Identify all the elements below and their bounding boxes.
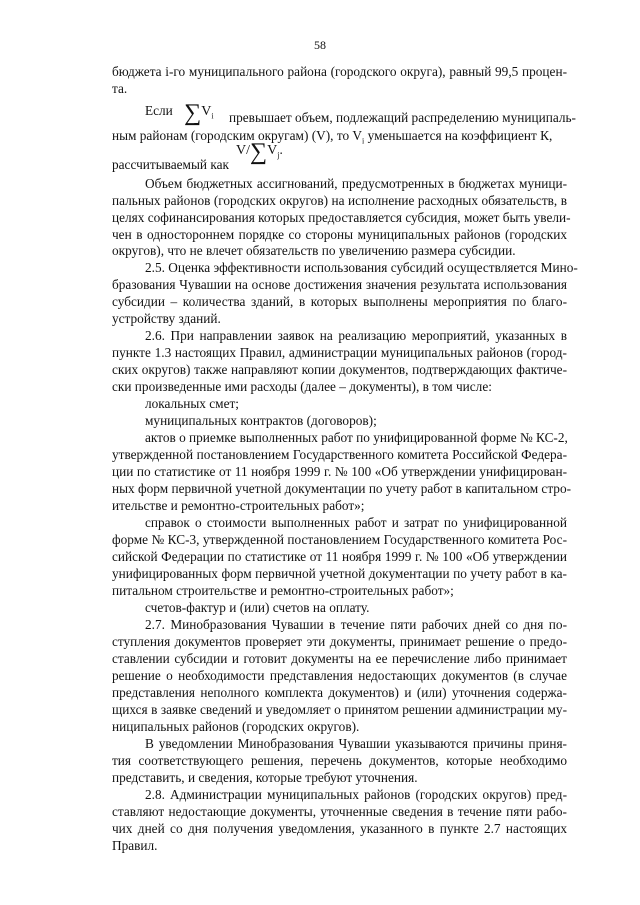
text-line: ных форм первичной учетной документации по учету работ в капитальном стро- [112, 481, 572, 496]
text-line [145, 101, 214, 125]
text-line: чих дней со дня получения уведомления, указанного в пункте 2.7 настоящих [112, 821, 567, 836]
text-line: та. [112, 81, 128, 96]
sum-symbol: ∑ [250, 139, 268, 165]
formula-k [236, 140, 283, 164]
slash-symbol: / [246, 143, 251, 158]
text-line: бразования Чувашии на основе достижения значения результата использования [112, 277, 567, 292]
text-line: счетов-фактур и (или) счетов на оплату. [145, 600, 370, 615]
v-symbol: V [236, 143, 247, 158]
text-line: представления неполного комплекта документов) и (или) уточнения содержа- [112, 685, 567, 700]
text-line: 2.7. Минобразования Чувашии в течение пяти рабочих дней со дня по- [145, 617, 567, 632]
text-line: бюджета i-го муниципального района (городского округа), равный 99,5 процен- [112, 64, 567, 79]
text-line: устройству зданий. [112, 311, 221, 326]
text-line: локальных смет; [145, 396, 240, 411]
text-line: чен в одностороннем порядке со стороны муниципальных районов (городских [112, 227, 567, 242]
text-line: округов), что не влечет обязательств по увеличению размера субсидии. [112, 243, 516, 258]
subscript-i: i [362, 136, 365, 146]
text-line: ительстве и ремонтно-строительных работ»; [112, 498, 365, 513]
text-line: сийской Федерации по статистике от 11 ноября 1999 г. № 100 «Об утверждении [112, 549, 567, 564]
text-line: решение о необходимости представления недостающих документов (в случае [112, 668, 567, 683]
text-line: питальном строительстве и ремонтно-строительных работ»; [112, 583, 454, 598]
text-line: В уведомлении Минобразования Чувашии указываются причины приня- [145, 736, 567, 751]
text-line: ски произведенные ими расходы (далее – документы), в том числе: [112, 379, 492, 394]
subscript-j: j [277, 150, 280, 160]
text-line: пальных районов (городских округов) на исполнение расходных обязательств, в [112, 193, 567, 208]
text-line: ставлении субсидии и готовит документы на ее перечисление либо принимает [112, 651, 567, 666]
text-segment: уменьшается на коэффициент К, [364, 128, 553, 143]
text-line: тия соответствующего решения, перечень документов, которые необходимо [112, 753, 567, 768]
text-line: муниципальных контрактов (договоров); [145, 413, 377, 428]
text-line: щихся в заявке сведений и уведомляет о принятом решении администрации му- [112, 702, 567, 717]
text-line: целях софинансирования которых предоставляется субсидия, может быть увели- [112, 210, 571, 225]
text-line: 2.8. Администрации муниципальных районов (городских округов) пред- [145, 787, 567, 802]
text-line: Объем бюджетных ассигнований, предусмотренных в бюджетах муници- [145, 176, 567, 191]
page-number: 58 [314, 38, 326, 52]
dot: . [279, 142, 283, 157]
text-line: субсидии – количества зданий, в которых выполнены мероприятия по благо- [112, 294, 567, 309]
text-line: пункте 1.3 настоящих Правил, администрации муниципальных районов (город- [112, 345, 567, 360]
text-line: превышает объем, подлежащий распределению муниципаль- [229, 110, 576, 125]
text-line: актов о приемке выполненных работ по унифицированной форме № КС-2, [145, 430, 568, 445]
sum-symbol: ∑ [184, 100, 202, 126]
text-line: рассчитываемый как [112, 157, 229, 172]
text-line: представить, и сведения, которые требуют уточнения. [112, 770, 418, 785]
text-line: справок о стоимости выполненных работ и затрат по унифицированной [145, 515, 567, 530]
v-symbol: V [201, 104, 212, 119]
text-line: форме № КС-3, утвержденной постановлением Государственного комитета Рос- [112, 532, 567, 547]
text-line [112, 128, 552, 150]
text-line: 2.5. Оценка эффективности использования субсидий осуществляется Мино- [145, 260, 578, 275]
text-segment: ным районам (городским округам) (V), то V [112, 128, 363, 143]
if-word: Если [145, 103, 173, 118]
subscript-i: i [211, 111, 214, 121]
text-line: Правил. [112, 838, 158, 853]
text-line: утвержденной постановлением Государственного комитета Российской Федера- [112, 447, 567, 462]
text-line: ставляют недостающие документы, уточненные сведения в течение пяти рабо- [112, 804, 567, 819]
text-line: ниципальных районов (городских округов). [112, 719, 360, 734]
text-line: 2.6. При направлении заявок на реализацию мероприятий, указанных в [145, 328, 567, 343]
text-line: ции по статистике от 11 ноября 1999 г. № 100 «Об утверждении унифицирован- [112, 464, 567, 479]
text-line: ских округов) также направляют копии документов, подтверждающих фактиче- [112, 362, 567, 377]
v-symbol: V [267, 143, 278, 158]
text-line: ступления документов проверяет эти документы, принимает решение о предо- [112, 634, 567, 649]
text-line: унифицированных форм первичной учетной документации по учету работ в ка- [112, 566, 567, 581]
